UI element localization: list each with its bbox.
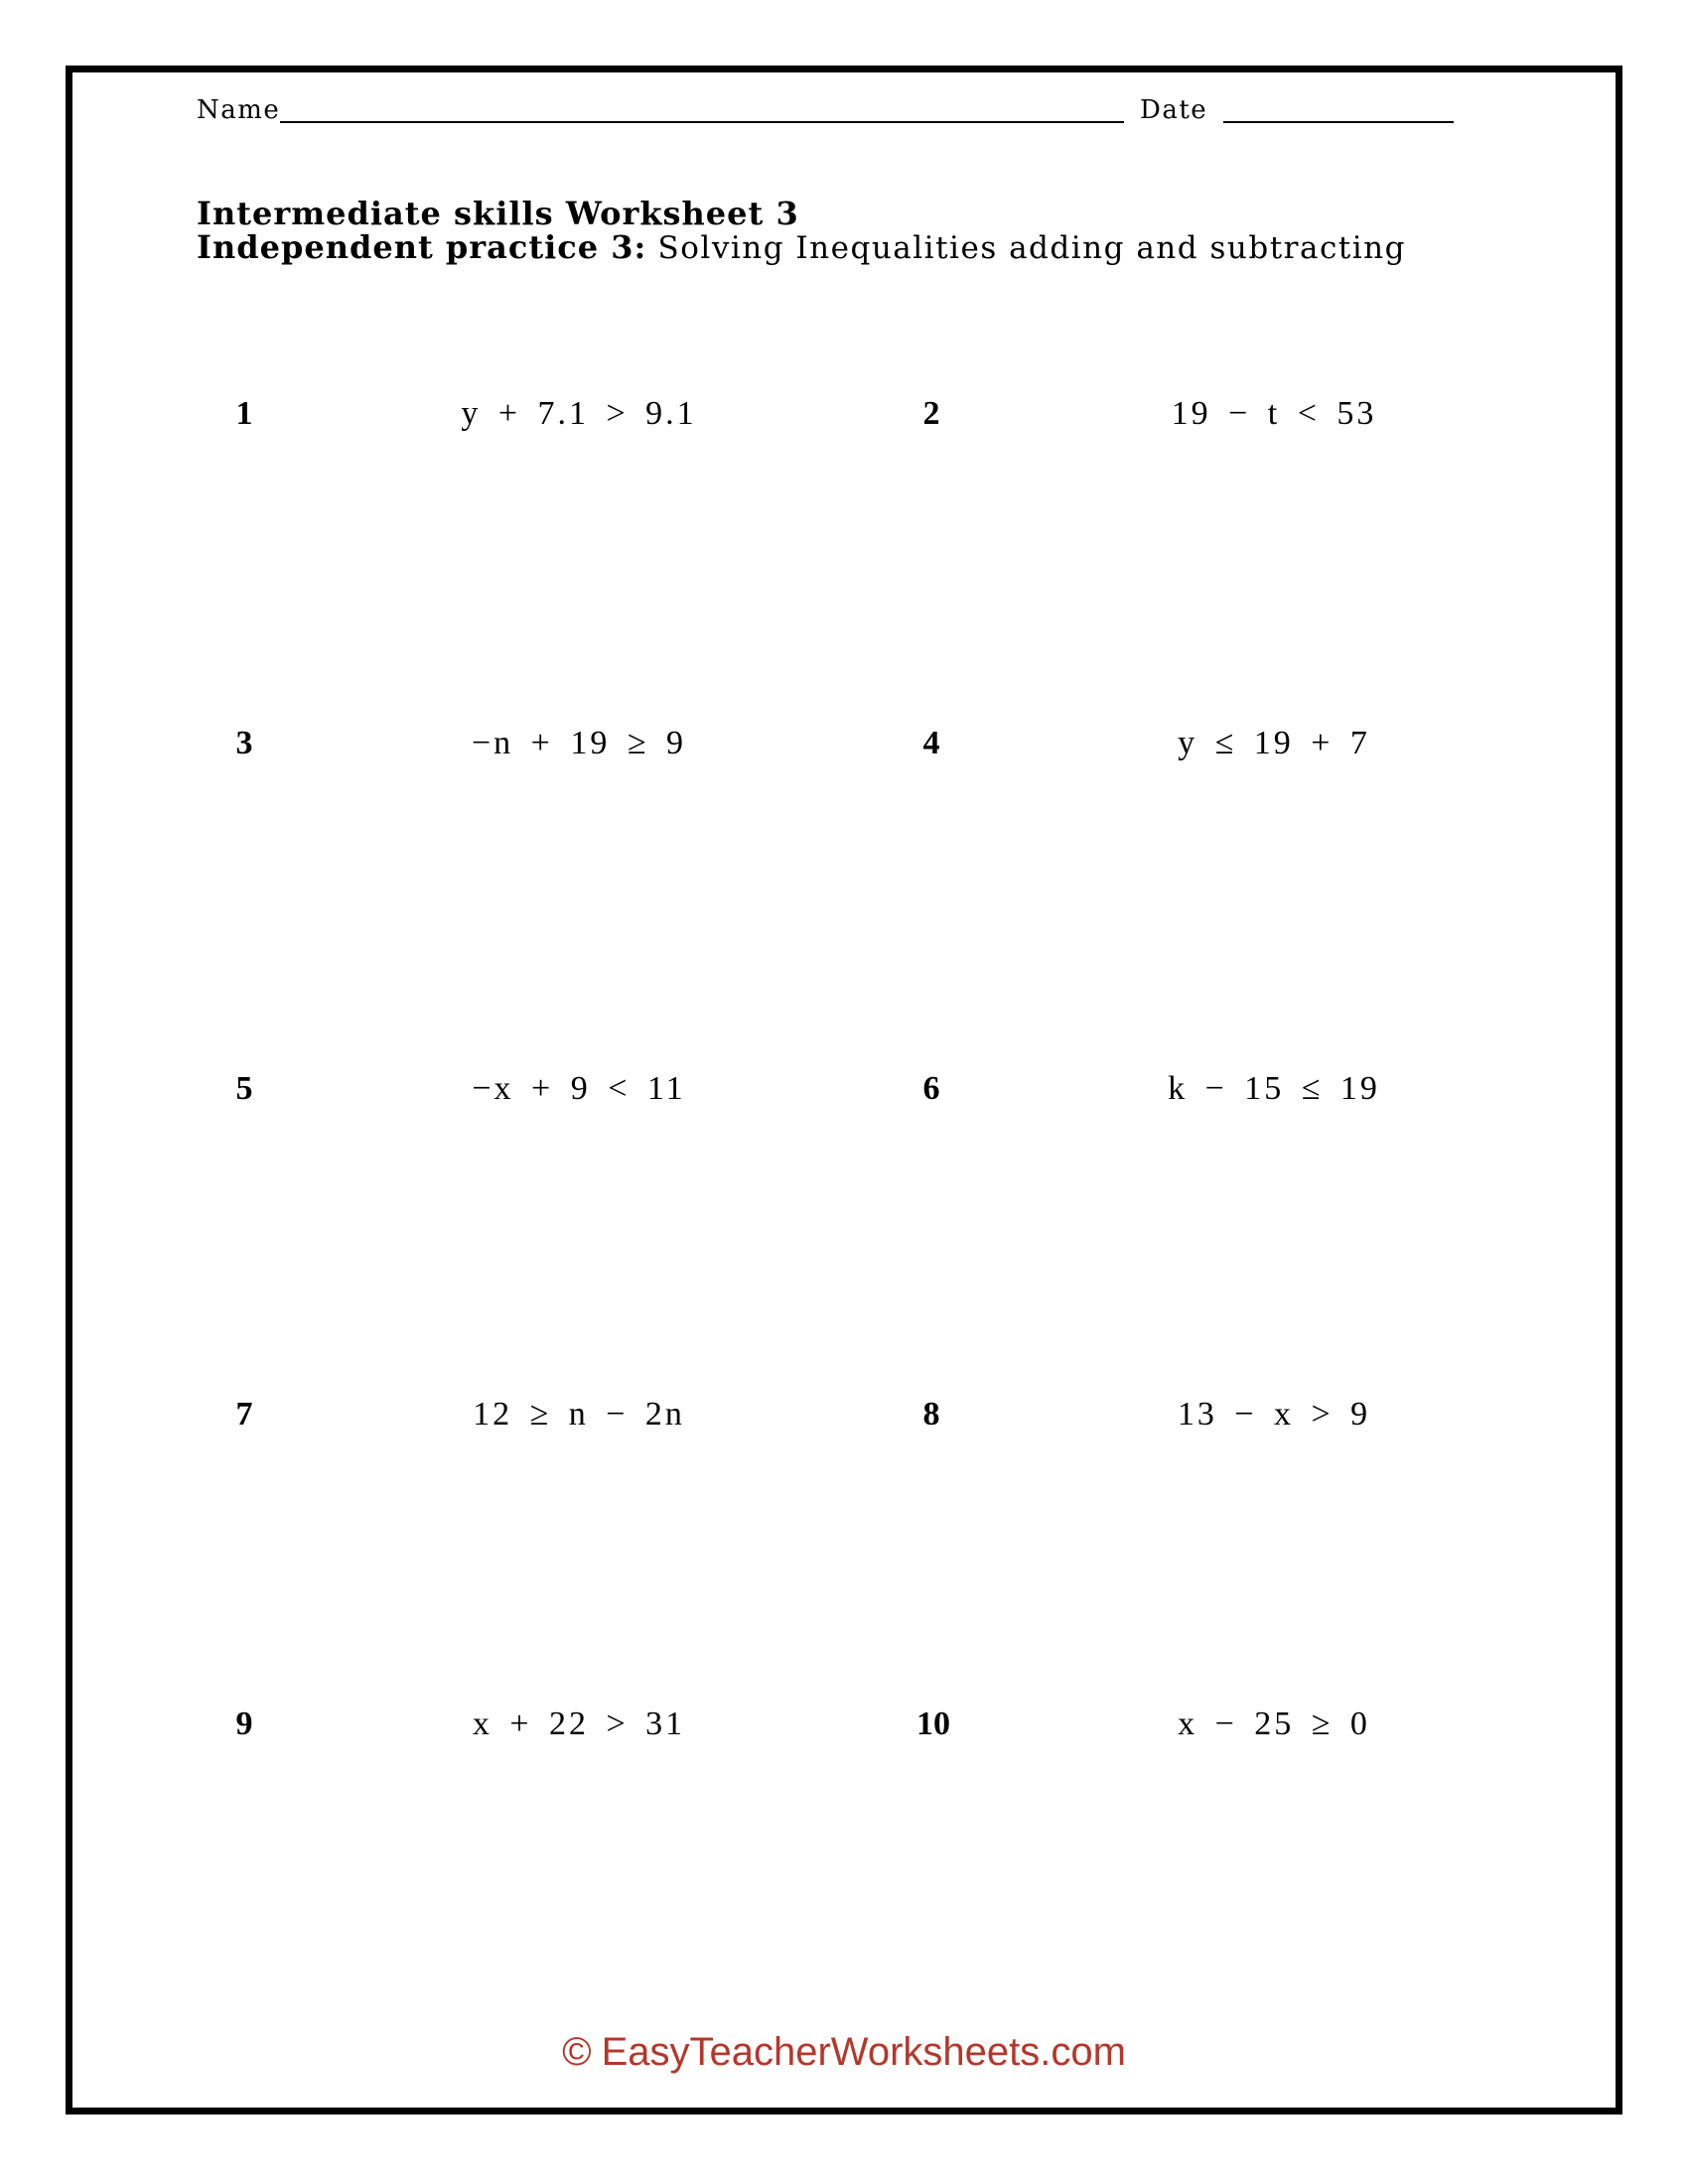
problem-number: 8 (922, 1396, 940, 1433)
name-field[interactable] (280, 121, 1124, 123)
subtitle-bold: Independent practice 3: (197, 228, 647, 266)
worksheet-title: Intermediate skills Worksheet 3 (197, 195, 799, 232)
problem-expression: x + 22 > 31 (472, 1706, 686, 1742)
problem-expression: x − 25 ≥ 0 (1178, 1706, 1370, 1742)
subtitle-normal: Solving Inequalities adding and subtracting (657, 230, 1406, 266)
problem-expression: −x + 9 < 11 (472, 1070, 686, 1107)
copyright-icon: © (562, 2030, 592, 2074)
problem-number: 1 (235, 395, 253, 432)
problem-number: 6 (922, 1070, 940, 1107)
name-label: Name (197, 95, 281, 125)
problem-number: 3 (235, 725, 253, 761)
date-field[interactable] (1223, 121, 1454, 123)
problem-number: 10 (916, 1706, 950, 1742)
problem-expression: 13 − x > 9 (1177, 1396, 1371, 1433)
footer-link-text[interactable]: EasyTeacherWorksheets.com (601, 2030, 1126, 2074)
problem-expression: k − 15 ≤ 19 (1168, 1070, 1380, 1107)
problem-expression: y ≤ 19 + 7 (1178, 725, 1370, 761)
problem-expression: y + 7.1 > 9.1 (461, 395, 697, 432)
date-label: Date (1140, 95, 1208, 125)
problem-number: 4 (922, 725, 940, 761)
problem-number: 5 (235, 1070, 253, 1107)
problem-number: 7 (235, 1396, 253, 1433)
copyright-footer[interactable] (0, 2030, 1688, 2075)
problem-expression: 12 ≥ n − 2n (473, 1396, 685, 1433)
problem-number: 9 (235, 1706, 253, 1742)
worksheet-subtitle (197, 228, 1406, 266)
problem-number: 2 (922, 395, 940, 432)
problem-expression: 19 − t < 53 (1171, 395, 1377, 432)
problem-expression: −n + 19 ≥ 9 (471, 725, 686, 761)
